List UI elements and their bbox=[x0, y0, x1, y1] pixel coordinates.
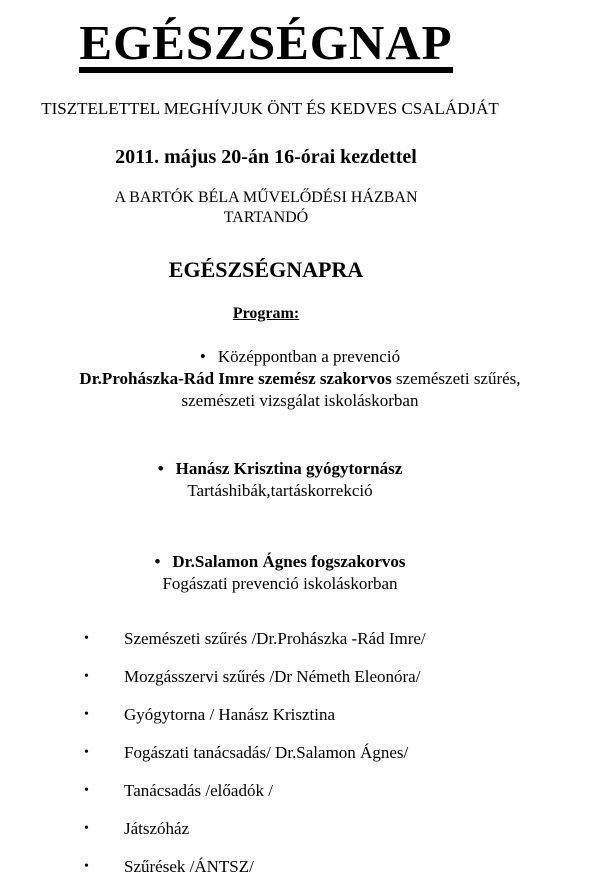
program-label: Program: bbox=[232, 305, 300, 322]
bullet-icon: • bbox=[84, 631, 89, 646]
bullet-icon: • bbox=[199, 347, 206, 366]
bullet-icon: • bbox=[84, 821, 89, 836]
list-item bbox=[84, 772, 426, 810]
event-date: 2011. május 20-án 16-órai kezdettel bbox=[115, 146, 417, 168]
activity-list bbox=[84, 620, 426, 886]
event-name: EGÉSZSÉGNAPRA bbox=[168, 257, 364, 282]
program-item-title: Hanász Krisztina gyógytornász bbox=[175, 459, 403, 478]
program-item-line: szemészeti vizsgálat iskoláskorban bbox=[181, 391, 419, 411]
venue-line-2: TARTANDÓ bbox=[223, 209, 309, 226]
doctor-name: Dr.Prohászka-Rád Imre szemész szakorvos bbox=[79, 369, 392, 389]
bullet-icon: • bbox=[154, 552, 161, 571]
bullet-icon: • bbox=[84, 669, 89, 684]
program-item-title: Középpontban a prevenció bbox=[217, 347, 401, 366]
activity-text: Szemészeti szűrés /Dr.Prohászka -Rád Imre/ bbox=[124, 629, 426, 648]
program-item-title: Dr.Salamon Ágnes fogszakorvos bbox=[172, 552, 406, 571]
activity-text: Szűrések /ÁNTSZ/ bbox=[124, 857, 254, 876]
bullet-icon: • bbox=[84, 783, 89, 798]
program-item-detail: Fogászati prevenció iskoláskorban bbox=[162, 574, 398, 594]
page-title bbox=[0, 15, 532, 73]
bullet-icon: • bbox=[84, 859, 89, 874]
activity-text: Gyógytorna / Hanász Krisztina bbox=[124, 705, 336, 724]
venue-line-1: A BARTÓK BÉLA MŰVELŐDÉSI HÁZBAN bbox=[114, 189, 418, 206]
bullet-icon: • bbox=[157, 459, 164, 478]
list-item bbox=[84, 810, 426, 848]
list-item bbox=[84, 620, 426, 658]
activity-text: Játszóház bbox=[124, 819, 190, 838]
activity-text: Tanácsadás /előadók / bbox=[124, 781, 273, 800]
title-text: EGÉSZSÉGNAP bbox=[79, 18, 452, 73]
program-item-prevention bbox=[0, 346, 600, 412]
list-item bbox=[84, 734, 426, 772]
list-item bbox=[84, 658, 426, 696]
list-item bbox=[84, 848, 426, 886]
program-item-line bbox=[0, 368, 600, 390]
list-item bbox=[84, 696, 426, 734]
program-item-text: szemészeti szűrés, bbox=[391, 369, 521, 389]
program-item-physio bbox=[0, 458, 560, 502]
activity-text: Fogászati tanácsadás/ Dr.Salamon Ágnes/ bbox=[124, 743, 409, 762]
invitation-line: TISZTELETTEL MEGHÍVJUK ÖNT ÉS KEDVES CSALÁDJÁT bbox=[41, 99, 499, 118]
program-item-dentist bbox=[0, 551, 560, 595]
program-item-heading bbox=[0, 346, 600, 368]
program-item-detail: Tartáshibák,tartáskorrekció bbox=[187, 481, 373, 501]
program-item-heading bbox=[0, 458, 560, 480]
activity-text: Mozgásszervi szűrés /Dr Németh Eleonóra/ bbox=[124, 667, 421, 686]
program-item-heading bbox=[0, 551, 560, 573]
bullet-icon: • bbox=[84, 707, 89, 722]
bullet-icon: • bbox=[84, 745, 89, 760]
